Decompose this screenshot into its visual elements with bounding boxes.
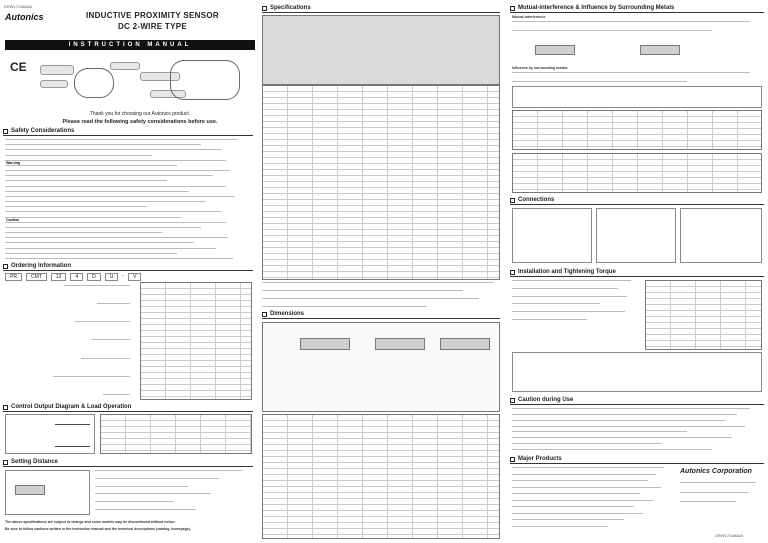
brand-logo: Autonics xyxy=(5,12,44,22)
sensor-photo-2 xyxy=(40,80,68,88)
mutual-sub-a: Mutual-interference xyxy=(512,15,546,19)
bullet-icon xyxy=(510,270,515,275)
order-code-dash: - xyxy=(122,273,125,279)
install-text xyxy=(512,280,637,320)
bullet-icon xyxy=(510,457,515,462)
load-operation-table xyxy=(100,414,252,454)
metal-influence-text xyxy=(512,72,762,82)
footer-note-1: The above specifications are subject to change and some models may be discontinued without notice. xyxy=(5,520,176,524)
products-list xyxy=(512,467,672,527)
sensor-drawing-cable-connector xyxy=(440,338,490,350)
specs-heading: Specifications xyxy=(262,4,500,13)
document-id: DRW171186AA xyxy=(4,4,32,9)
dimensions-table xyxy=(262,414,500,539)
bullet-icon xyxy=(3,405,8,410)
ordering-labels xyxy=(20,285,130,395)
setting-distance-text xyxy=(95,470,250,510)
ordering-heading: Ordering Information xyxy=(3,262,253,271)
specs-footnotes xyxy=(262,282,498,307)
setting-heading: Setting Distance xyxy=(3,458,253,467)
footer-note-2: Be sure to follow cautions written in the instruction manual and the technical descriptions (catalog, homepage). xyxy=(5,527,191,531)
parallel-sensor-diagram-2 xyxy=(640,45,680,55)
order-code-box: 12 xyxy=(51,273,67,281)
instruction-manual-banner: INSTRUCTION MANUAL xyxy=(5,40,255,50)
install-heading: Installation and Tightening Torque xyxy=(510,268,764,277)
specs-model-header xyxy=(262,15,500,85)
safety-prompt: Please read the following safety considerations before use. xyxy=(62,119,218,125)
caution-label: Caution xyxy=(6,218,20,222)
bullet-icon xyxy=(510,398,515,403)
order-code-box: V xyxy=(128,273,141,281)
sensor-drawing-connector xyxy=(375,338,425,350)
order-code-box: D xyxy=(87,273,101,281)
mutual-sub-b: Influence by surrounding metals xyxy=(512,66,568,70)
metal-influence-diagrams xyxy=(512,86,762,108)
dimensions-heading: Dimensions xyxy=(262,310,500,319)
order-code-box: U xyxy=(105,273,119,281)
connection-connector-type xyxy=(596,208,676,263)
order-code-box: 4 xyxy=(70,273,83,281)
bullet-icon xyxy=(510,198,515,203)
connection-connector-type-2 xyxy=(680,208,762,263)
install-figures xyxy=(512,352,762,392)
connection-cable-type xyxy=(512,208,592,263)
product-title: INDUCTIVE PROXIMITY SENSOR xyxy=(85,11,219,20)
parallel-sensor-diagram xyxy=(535,45,575,55)
bullet-icon xyxy=(510,6,515,11)
sensor-photo-1 xyxy=(40,65,74,75)
sensor-drawing-cable xyxy=(300,338,350,350)
caution-text xyxy=(512,408,762,450)
caution-heading: Caution during Use xyxy=(510,396,764,405)
safety-heading: Safety Considerations xyxy=(3,127,253,136)
mutual-table xyxy=(512,110,762,150)
bullet-icon xyxy=(262,312,267,317)
bullet-icon xyxy=(3,264,8,269)
sensor-photo-3 xyxy=(110,62,140,70)
safety-body xyxy=(5,139,250,259)
bullet-icon xyxy=(262,6,267,11)
order-code xyxy=(5,273,141,281)
mutual-heading: Mutual-interference & Influence by Surrounding Metals xyxy=(510,4,764,13)
cable-drawing-2 xyxy=(74,68,114,98)
product-subtitle: DC 2-WIRE TYPE xyxy=(117,22,188,31)
cable-drawing xyxy=(170,60,240,100)
specs-table xyxy=(262,85,500,280)
bullet-icon xyxy=(3,460,8,465)
torque-table xyxy=(645,280,762,350)
company-address xyxy=(680,482,760,502)
connections-heading: Connections xyxy=(510,196,764,205)
control-circuit-diagram xyxy=(5,414,95,454)
thanks-text: Thank you for choosing our Autonics product. xyxy=(89,111,191,117)
mutual-table-2 xyxy=(512,153,762,193)
warning-label: Warning xyxy=(6,161,21,165)
document-id-footer: DRW171186AA xyxy=(715,533,743,538)
order-code-box: CMT xyxy=(26,273,47,281)
products-heading: Major Products xyxy=(510,455,764,464)
dimensions-drawings xyxy=(262,322,500,412)
order-code-box: PR xyxy=(5,273,22,281)
brown-wire xyxy=(55,424,90,425)
ce-mark: CE xyxy=(10,60,27,74)
mutual-text xyxy=(512,21,762,31)
sensor-shape xyxy=(15,485,45,495)
ordering-table xyxy=(140,282,252,400)
company-name: Autonics Corporation xyxy=(680,468,752,475)
bullet-icon xyxy=(3,129,8,134)
blue-wire xyxy=(55,446,90,447)
control-heading: Control Output Diagram & Load Operation xyxy=(3,403,253,412)
